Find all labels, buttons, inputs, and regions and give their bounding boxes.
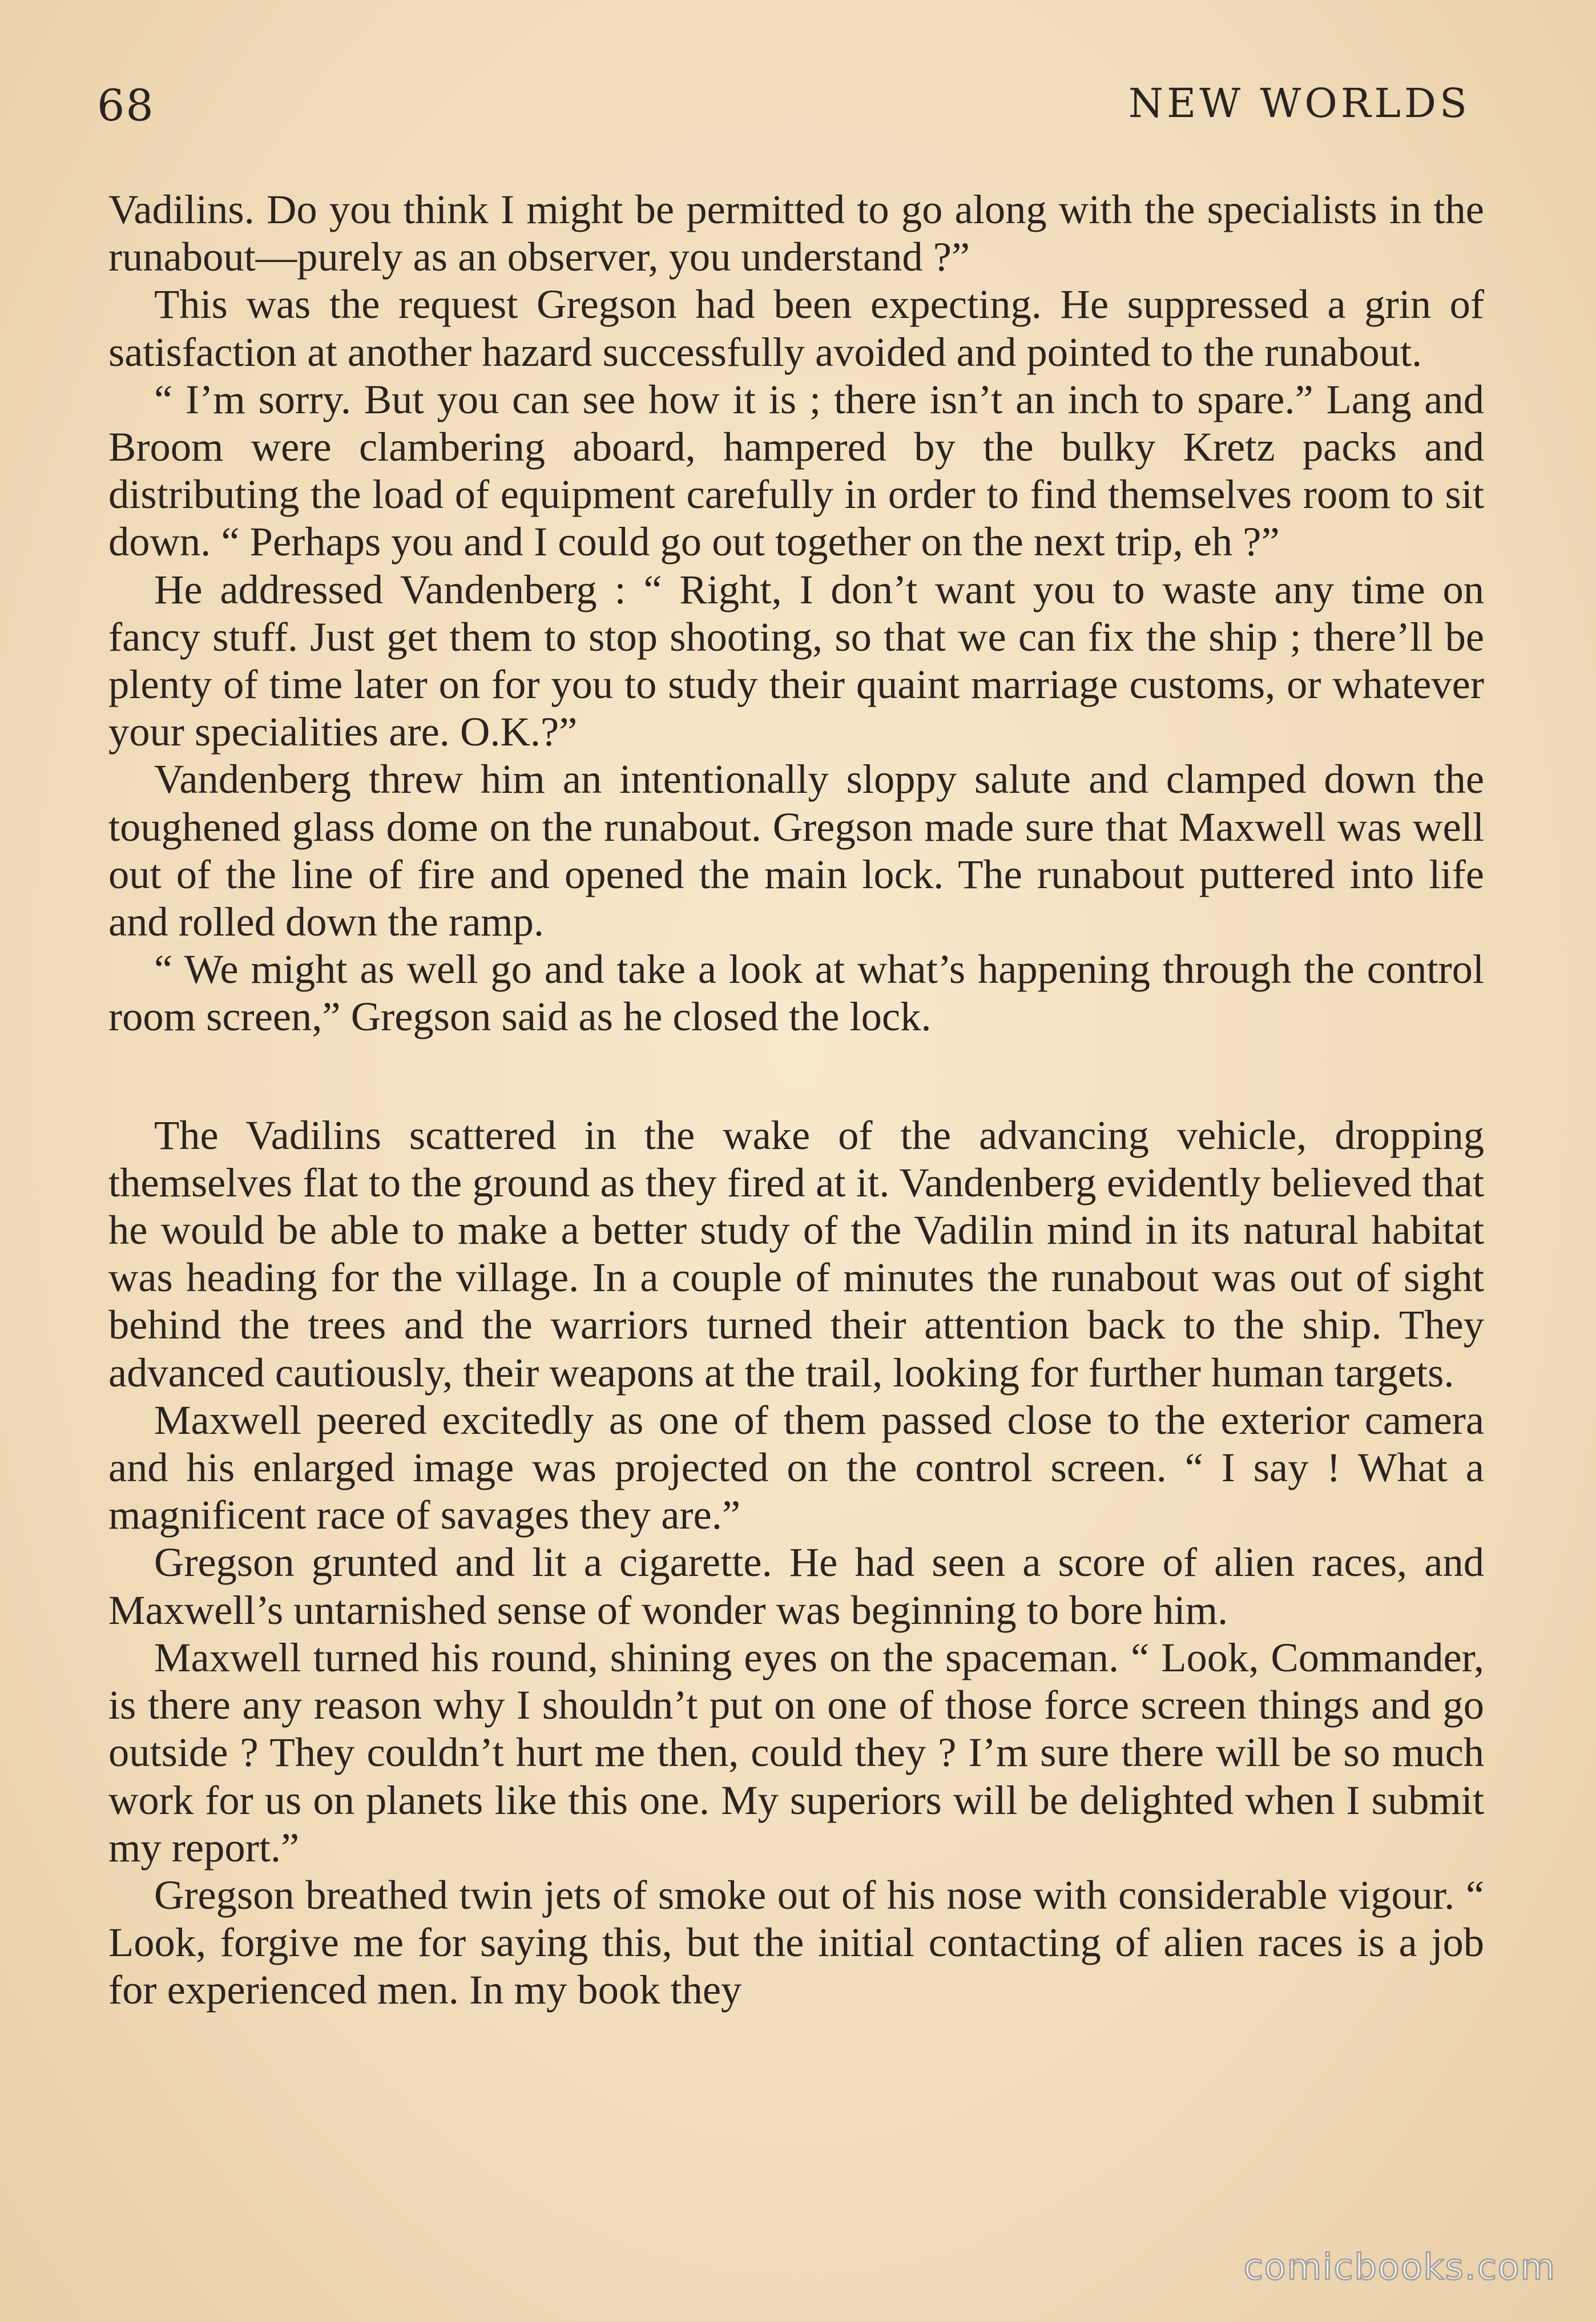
paragraph: Maxwell turned his round, shining eyes on the spaceman. “ Look, Commander, is there any reason why I shouldn’t put on one of those force screen things and go outside ? They couldn’t hurt me then, could they ? I’m sure there will be so much work for us on planets like this one. My superiors will be delighted when I submit my report.” <box>108 1634 1484 1870</box>
paragraph: Gregson grunted and lit a cigarette. He had seen a score of alien races, and Maxwell’s untarnished sense of wonder was beginning to bore him. <box>108 1539 1484 1633</box>
paragraph: Maxwell peered excitedly as one of them passed close to the exterior camera and his enlarged image was projected on the control screen. “ I say ! What a magnificent race of savages they are.” <box>108 1396 1484 1538</box>
paragraph: Vandenberg threw him an intentionally sloppy salute and clamped down the toughened glass dome on the runabout. Gregson made sure that Maxwell was well out of the line of fire and opened the main lock. The runabout puttered into life and rolled down the ramp. <box>108 756 1484 945</box>
body-text <box>108 186 1484 2014</box>
section-break <box>108 1041 1484 1111</box>
page-header <box>97 80 1470 143</box>
paragraph: “ I’m sorry. But you can see how it is ; there isn’t an inch to spare.” Lang and Broom were clambering aboard, hampered by the bulky Kretz packs and distributing the load of equipment carefully in order to find themselves room to sit down. “ Perhaps you and I could go out together on the next trip, eh ?” <box>108 376 1484 565</box>
paragraph: Gregson breathed twin jets of smoke out of his nose with considerable vigour. “ Look, forgive me for saying this, but the initial contacting of alien races is a job for experienced men. In my book they <box>108 1871 1484 2013</box>
paragraph: The Vadilins scattered in the wake of the advancing vehicle, dropping themselves flat to the ground as they fired at it. Vandenberg evidently believed that he would be able to make a better study of the Vadilin mind in its natural habitat was heading for the village. In a couple of minutes the runabout was out of sight behind the trees and the warriors turned their attention back to the ship. They advanced cautiously, their weapons at the trail, looking for further human targets. <box>108 1111 1484 1396</box>
paragraph: This was the request Gregson had been expecting. He suppressed a grin of satisfaction at another hazard successfully avoided and pointed to the runabout. <box>108 281 1484 375</box>
paragraph: He addressed Vandenberg : “ Right, I don’t want you to waste any time on fancy stuff. Just get them to stop shooting, so that we can fix the ship ; there’ll be plenty of time later on for you to study their quaint marriage customs, or whatever your specialities are. O.K.?” <box>108 566 1484 755</box>
paragraph: “ We might as well go and take a look at what’s happening through the control room screen,” Gregson said as he closed the lock. <box>108 946 1484 1040</box>
running-head: NEW WORLDS <box>1128 80 1470 127</box>
page-number: 68 <box>97 80 155 131</box>
paragraph: Vadilins. Do you think I might be permitted to go along with the specialists in the runabout—purely as an observer, you understand ?” <box>108 186 1484 280</box>
watermark: comicbooks.com <box>1243 2246 1556 2288</box>
